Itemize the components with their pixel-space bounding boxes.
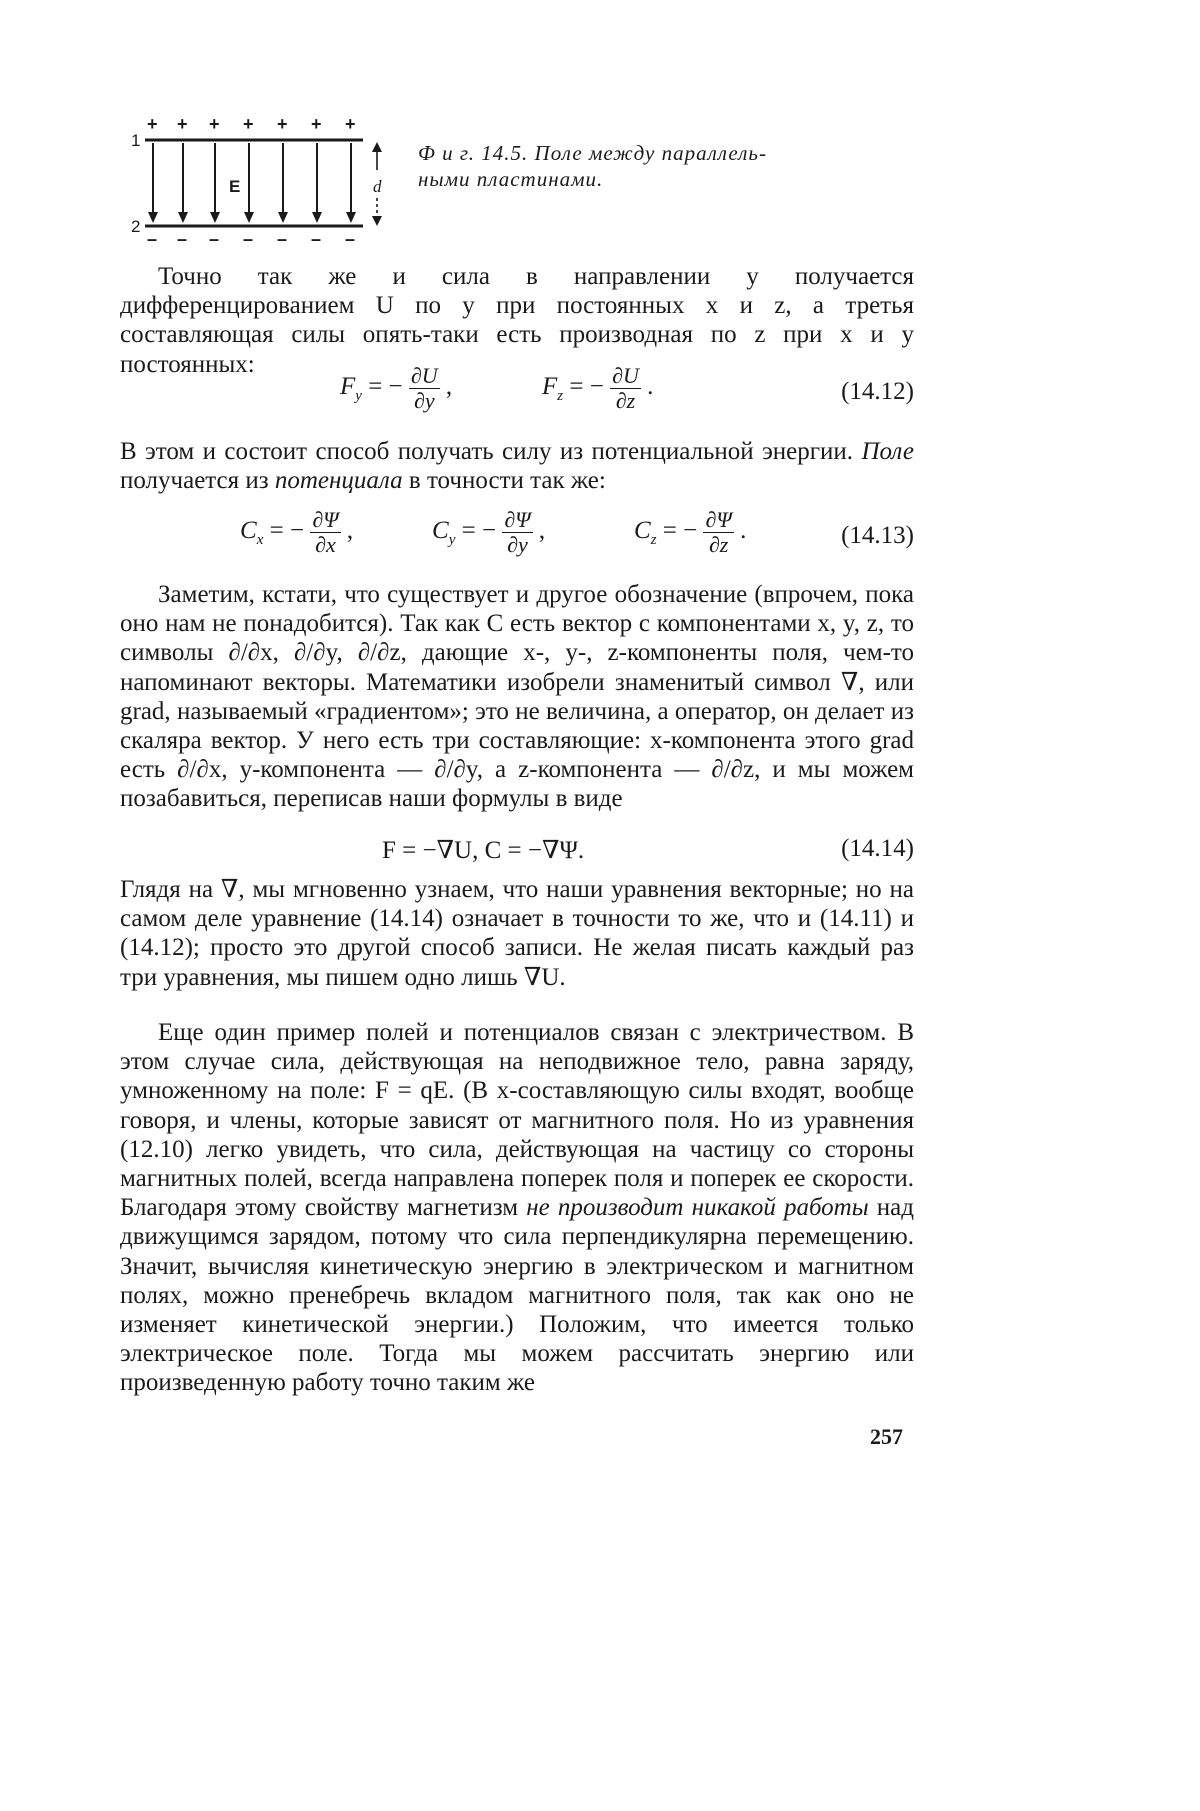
paragraph-5: Еще один пример полей и потенциалов связан с электричеством. В этом случае сила, действующая на неподвижное тело, равна заряду, умноженному на поле: F = qE. (В x-составляющую силы входят, вообще говоря, и члены, которые зависят от магнитного поля. Но из уравнения (12.10) легко увидеть, что сила, действующая на частицу со стороны магнитных полей, всегда направлена поперек поля и поперек ее скорости. Благодаря этому свойству магнетизм не производит никакой работы над движущимся зарядом, потому что сила перпендикулярна перемещению. Значит, вычисляя кинетическую энергию в электрическом и магнитном полях, можно пренебречь вкладом магнитного поля, так как оно не изменяет кинетической энергии.) Положим, что имеется только электрическое поле. Тогда мы можем рассчитать энергию или произведенную работу точно таким же: [120, 1019, 914, 1397]
field-arrow: [278, 212, 288, 223]
equation-14-14: [120, 833, 914, 867]
equation-cz: $C_z$ = − $\frac{\partial\Psi}{\partial z}$ .: [634, 507, 747, 557]
equation-gradient: F = −∇U, C = −∇Ψ.: [382, 837, 585, 864]
plate-label-1: 1: [131, 131, 141, 150]
emphasis-field: Поле: [861, 438, 914, 465]
field-arrow: [312, 212, 322, 223]
field-arrow: [210, 212, 220, 223]
field-arrow: [346, 212, 356, 223]
plus-charge: +: [177, 114, 188, 134]
plus-charge: +: [277, 114, 288, 134]
paragraph-4: [120, 875, 914, 992]
equation-fz: $F_z$ = − $\frac{\partial U}{\partial z}$ .: [542, 363, 654, 413]
minus-charge: –: [209, 229, 220, 249]
minus-charge: –: [177, 229, 188, 249]
plus-charge: +: [147, 114, 158, 134]
paragraph-2: В этом и состоит способ получать силу из потенциальной энергии. Поле получается из потенциала в точности так же:: [120, 438, 914, 495]
minus-charge: –: [311, 229, 322, 249]
field-label-e: E: [229, 177, 241, 196]
gap-arrow-down: [372, 216, 382, 226]
paragraph-3-text: Заметим, кстати, что существует и другое обозначение (впрочем, пока оно нам не понадобится). Так как C есть вектор с компонентами x, y, z, то символы ∂/∂x, ∂/∂y, ∂/∂z, дающие x-, y-, z-компоненты поля, чем-то напоминают векторы. Математики изобрели знаменитый символ ∇, или grad, называемый «градиентом»; это не величина, а оператор, он делает из скаляра вектор. У него есть три составляющие: x-компонента этого grad есть ∂/∂x, y-компонента — ∂/∂y, а z-компонента — ∂/∂z, и мы можем позабавиться, переписав наши формулы в виде: [120, 581, 914, 813]
equation-cy: $C_y$ = − $\frac{\partial\Psi}{\partial y}$ ,: [432, 507, 546, 557]
plus-charge: +: [209, 114, 220, 134]
plus-charge: +: [243, 114, 254, 134]
figure-caption: Ф и г. 14.5. Поле между параллель-ными пластинами.: [418, 141, 767, 191]
plus-charge: +: [311, 114, 322, 134]
paragraph-5-text: Еще один пример полей и потенциалов связан с электричеством. В этом случае сила, действующая на неподвижное тело, равна заряду, умноженному на поле: F = qE. (В x-составляющую силы входят, вообще говоря, и члены, которые зависят от магнитного поля. Но из уравнения (12.10) легко увидеть, что сила, действующая на частицу со стороны магнитных полей, всегда направлена поперек поля и поперек ее скорости. Благодаря этому свойству магнетизм: [120, 1019, 914, 1222]
equation-fy: $F_y$ = − $\frac{\partial U}{\partial y}$ ,: [340, 363, 453, 413]
equation-number: (14.14): [841, 835, 914, 862]
field-arrow: [178, 212, 188, 223]
minus-charge: –: [243, 229, 254, 249]
minus-charge: –: [277, 229, 288, 249]
equation-number: (14.12): [841, 378, 914, 405]
minus-charge: –: [345, 229, 356, 249]
paragraph-2-text: В этом и состоит способ получать силу из потенциальной энергии.: [120, 438, 854, 465]
equation-number: (14.13): [841, 522, 914, 549]
equation-14-12: [120, 358, 914, 420]
field-arrow: [244, 212, 254, 223]
equation-cx: $C_x$ = − $\frac{\partial\Psi}{\partial x}$ ,: [240, 507, 354, 557]
paragraph-3: [120, 580, 914, 814]
parallel-plates-figure: [125, 112, 395, 252]
plus-charge: +: [345, 114, 356, 134]
field-arrow: [148, 212, 158, 223]
minus-charge: –: [147, 229, 158, 249]
gap-label-d: d: [373, 177, 382, 196]
gap-arrow-up: [372, 142, 382, 152]
emphasis-potential: потенциала: [274, 467, 403, 495]
plate-label-2: 2: [131, 217, 141, 236]
emphasis-no-work: не производит никакой работы: [526, 1194, 869, 1222]
paragraph-1-text: Точно так же и сила в направлении y получается дифференцированием U по y при постоянных x и z, а третья составляющая силы опять-таки есть производная по z при x и y постоянных:: [120, 263, 914, 378]
equation-14-13: [120, 502, 914, 564]
paragraph-4-text: Глядя на ∇, мы мгновенно узнаем, что наши уравнения векторные; но на самом деле уравнение (14.14) означает в точности то же, что и (14.11) и (14.12); просто это другой способ записи. Не желая писать каждый раз три уравнения, мы пишем одно лишь ∇U.: [120, 876, 914, 991]
page-number: 257: [870, 1424, 903, 1449]
